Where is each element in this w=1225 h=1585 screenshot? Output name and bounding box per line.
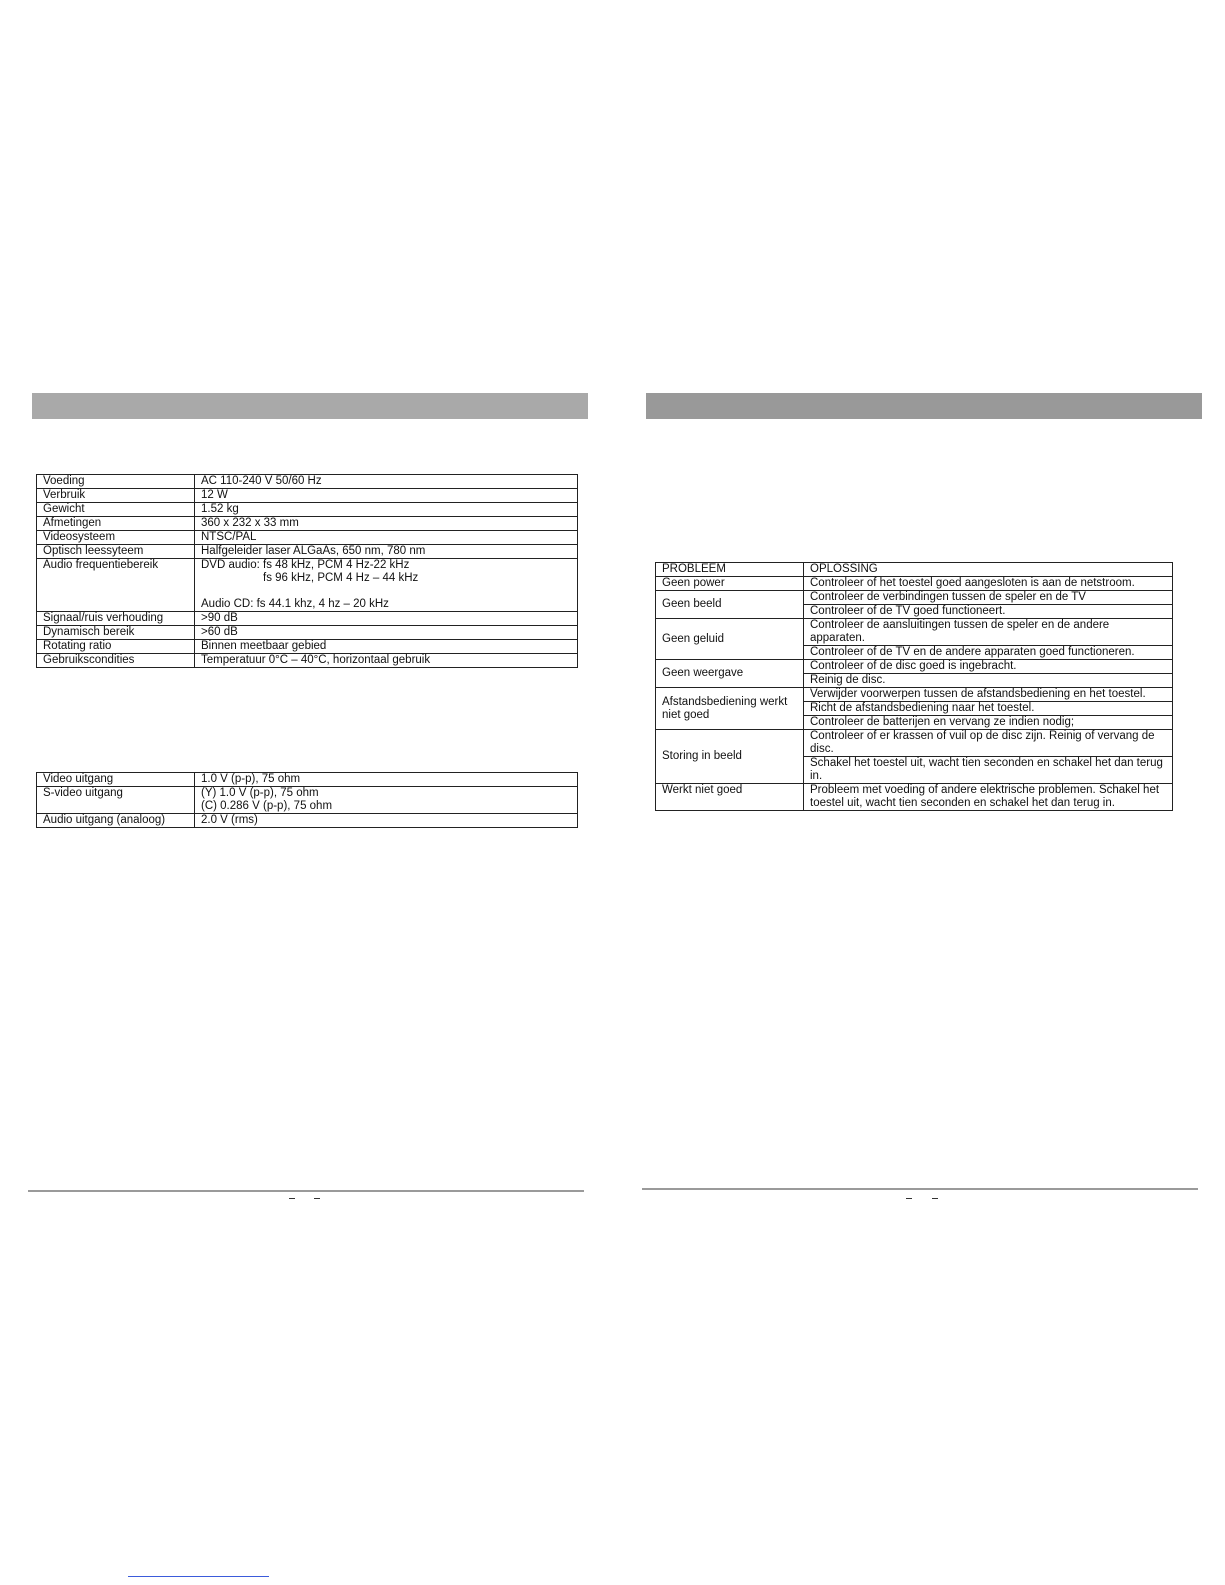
table-row bbox=[37, 654, 578, 668]
spec-value-line: Audio CD: fs 44.1 khz, 4 hz – 20 kHz bbox=[201, 598, 389, 610]
specifications-table bbox=[36, 474, 578, 668]
table-row bbox=[656, 784, 1173, 811]
solution-cell: Controleer of de TV en de andere apparaten goed functioneren. bbox=[804, 646, 1173, 660]
spec-value: 360 x 232 x 33 mm bbox=[195, 517, 578, 531]
problem-cell: Geen geluid bbox=[656, 619, 804, 660]
spec-value-line: DVD audio: fs 48 kHz, PCM 4 Hz-22 kHz bbox=[201, 559, 410, 571]
spec-label: Voeding bbox=[37, 475, 195, 489]
spec-label: Verbruik bbox=[37, 489, 195, 503]
troubleshooting-table bbox=[655, 562, 1173, 811]
left-footer-rule bbox=[28, 1190, 584, 1192]
table-row bbox=[37, 773, 578, 787]
table-row bbox=[656, 688, 1173, 702]
spec-value-multiline bbox=[195, 559, 578, 612]
solution-cell: Probleem met voeding of andere elektrische problemen. Schakel het toestel uit, wacht tien seconden en schakel het dan terug in. bbox=[804, 784, 1173, 811]
right-section-header-bar bbox=[646, 393, 1202, 419]
spec-value: Temperatuur 0°C – 40°C, horizontaal gebruik bbox=[195, 654, 578, 668]
problem-cell: Werkt niet goed bbox=[656, 784, 804, 811]
solution-cell: Controleer of het toestel goed aangesloten is aan de netstroom. bbox=[804, 577, 1173, 591]
spec-label: Rotating ratio bbox=[37, 640, 195, 654]
table-row bbox=[37, 814, 578, 828]
spec-label: Afmetingen bbox=[37, 517, 195, 531]
spec-value: Halfgeleider laser ALGaAs, 650 nm, 780 nm bbox=[195, 545, 578, 559]
table-header-row bbox=[656, 563, 1173, 577]
solution-cell: Controleer de aansluitingen tussen de speler en de andere apparaten. bbox=[804, 619, 1173, 646]
table-row bbox=[37, 531, 578, 545]
table-row bbox=[656, 591, 1173, 605]
table-row bbox=[37, 559, 578, 612]
blank-line bbox=[201, 585, 571, 598]
solution-cell: Controleer de verbindingen tussen de speler en de TV bbox=[804, 591, 1173, 605]
output-value-line: (Y) 1.0 V (p-p), 75 ohm bbox=[201, 787, 319, 799]
table-row bbox=[37, 545, 578, 559]
output-label: Video uitgang bbox=[37, 773, 195, 787]
spec-label: Gebruikscondities bbox=[37, 654, 195, 668]
spec-value: 12 W bbox=[195, 489, 578, 503]
spec-value-line: fs 96 kHz, PCM 4 Hz – 44 kHz bbox=[263, 572, 419, 584]
column-header-solution: OPLOSSING bbox=[804, 563, 1173, 577]
left-page-number-mark bbox=[289, 1198, 295, 1199]
solution-cell: Reinig de disc. bbox=[804, 674, 1173, 688]
outputs-table bbox=[36, 772, 578, 828]
problem-cell: Geen beeld bbox=[656, 591, 804, 619]
solution-cell: Schakel het toestel uit, wacht tien seconden en schakel het dan terug in. bbox=[804, 757, 1173, 784]
spec-label: Gewicht bbox=[37, 503, 195, 517]
problem-cell: Storing in beeld bbox=[656, 730, 804, 784]
table-row bbox=[37, 475, 578, 489]
table-row bbox=[656, 730, 1173, 757]
spec-label: Optisch leessyteem bbox=[37, 545, 195, 559]
table-row bbox=[37, 503, 578, 517]
table-row bbox=[37, 612, 578, 626]
output-label: S-video uitgang bbox=[37, 787, 195, 814]
left-page-number-mark bbox=[314, 1198, 320, 1199]
output-value: 1.0 V (p-p), 75 ohm bbox=[195, 773, 578, 787]
output-value-multiline bbox=[195, 787, 578, 814]
spec-label: Audio frequentiebereik bbox=[37, 559, 195, 612]
spec-value: Binnen meetbaar gebied bbox=[195, 640, 578, 654]
table-row bbox=[37, 787, 578, 814]
solution-cell: Controleer of de TV goed functioneert. bbox=[804, 605, 1173, 619]
spec-value: >90 dB bbox=[195, 612, 578, 626]
spec-value: >60 dB bbox=[195, 626, 578, 640]
spec-value: AC 110-240 V 50/60 Hz bbox=[195, 475, 578, 489]
right-footer-rule bbox=[642, 1188, 1198, 1190]
problem-cell: Geen weergave bbox=[656, 660, 804, 688]
link-underline bbox=[128, 1576, 269, 1577]
solution-cell: Richt de afstandsbediening naar het toestel. bbox=[804, 702, 1173, 716]
spec-value: 1.52 kg bbox=[195, 503, 578, 517]
solution-cell: Controleer of er krassen of vuil op de disc zijn. Reinig of vervang de disc. bbox=[804, 730, 1173, 757]
problem-cell: Geen power bbox=[656, 577, 804, 591]
table-row bbox=[37, 626, 578, 640]
solution-cell: Controleer de batterijen en vervang ze indien nodig; bbox=[804, 716, 1173, 730]
table-row bbox=[37, 489, 578, 503]
problem-cell: Afstandsbediening werkt niet goed bbox=[656, 688, 804, 730]
output-value: 2.0 V (rms) bbox=[195, 814, 578, 828]
table-row bbox=[656, 577, 1173, 591]
table-row bbox=[37, 640, 578, 654]
spec-label: Dynamisch bereik bbox=[37, 626, 195, 640]
table-row bbox=[656, 619, 1173, 646]
spec-label: Signaal/ruis verhouding bbox=[37, 612, 195, 626]
solution-cell: Controleer of de disc goed is ingebracht. bbox=[804, 660, 1173, 674]
right-page-number-mark bbox=[932, 1198, 938, 1199]
table-row bbox=[656, 660, 1173, 674]
column-header-problem: PROBLEEM bbox=[656, 563, 804, 577]
spec-label: Videosysteem bbox=[37, 531, 195, 545]
table-row bbox=[37, 517, 578, 531]
solution-cell: Verwijder voorwerpen tussen de afstandsbediening en het toestel. bbox=[804, 688, 1173, 702]
output-label: Audio uitgang (analoog) bbox=[37, 814, 195, 828]
right-page-number-mark bbox=[906, 1198, 912, 1199]
output-value-line: (C) 0.286 V (p-p), 75 ohm bbox=[201, 800, 333, 812]
spec-value: NTSC/PAL bbox=[195, 531, 578, 545]
left-section-header-bar bbox=[32, 393, 588, 419]
